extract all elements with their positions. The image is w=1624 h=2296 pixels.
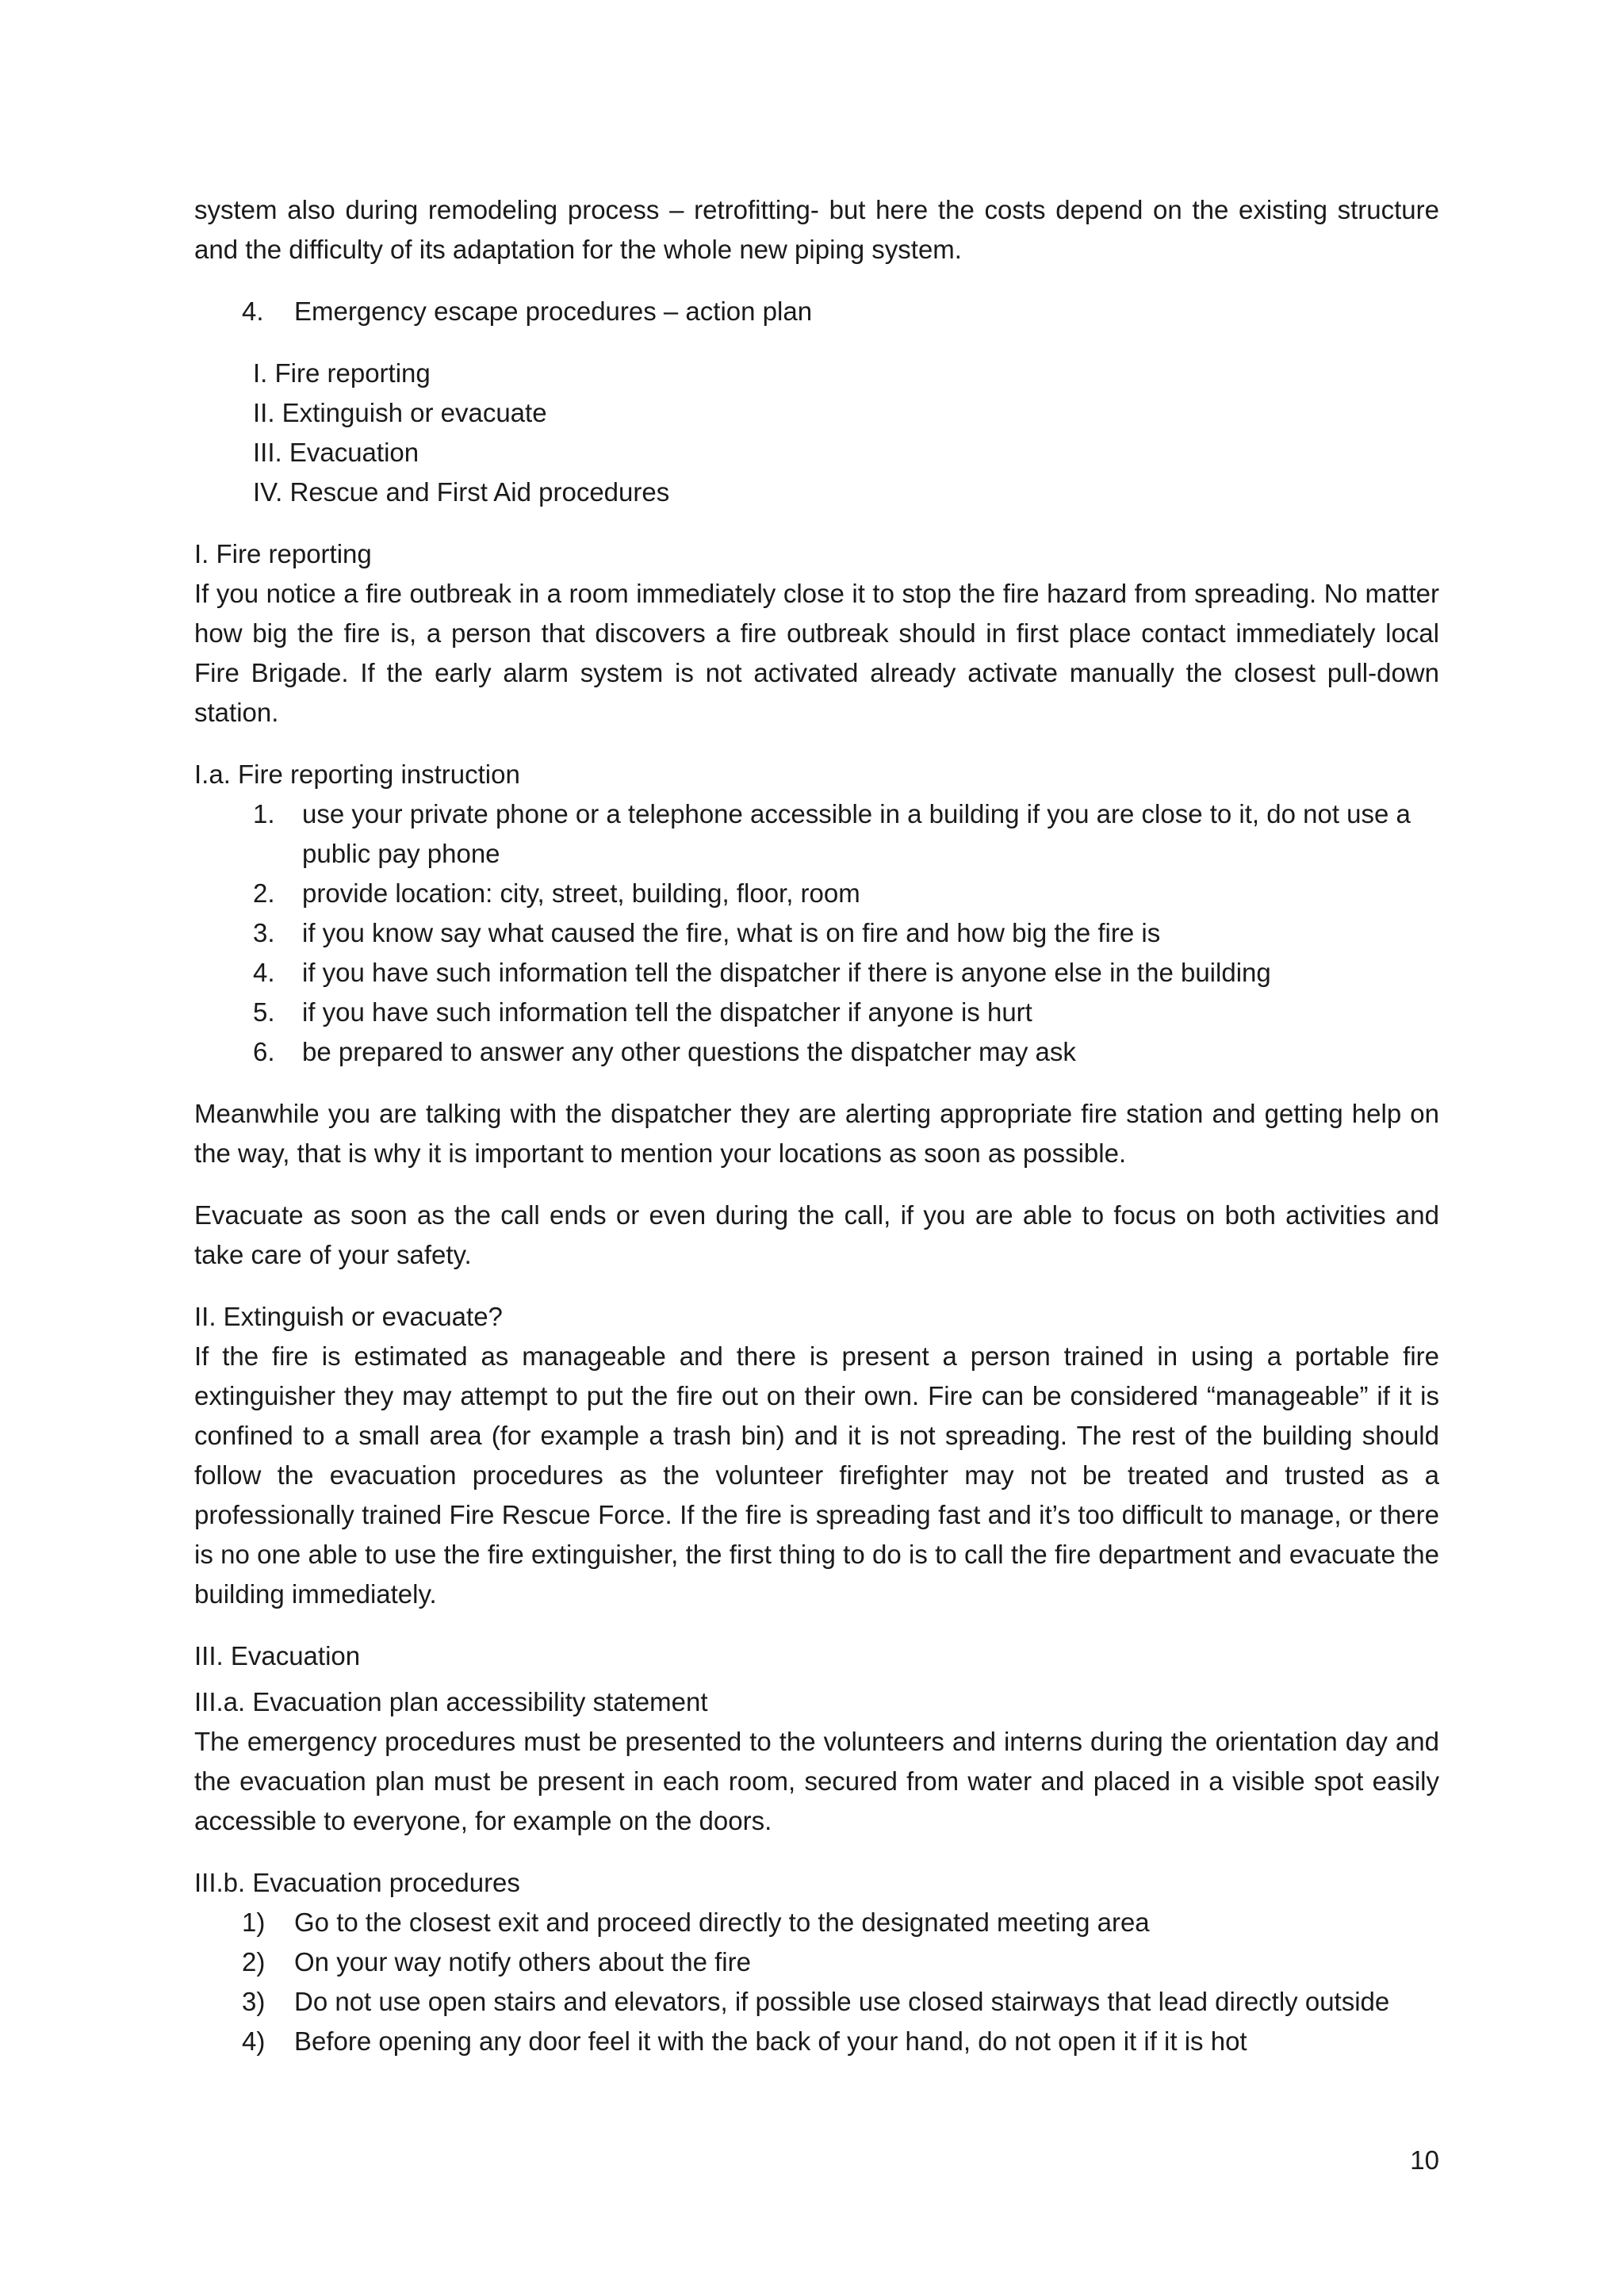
list-item: [253, 953, 1439, 993]
list-text: use your private phone or a telephone accessible in a building if you are close to it, do not use a public pay phone: [302, 799, 1411, 868]
evacuation-procedures-list: [242, 1903, 1439, 2061]
extinguish-body: If the fire is estimated as manageable and there is present a person trained in using a portable fire extinguisher they may attempt to put the fire out on their own. Fire can be considered “manageable” if it is confined to a small area (for example a trash bin) and it is not spreading. The rest of the building should follow the evacuation procedures as the volunteer firefighter may not be treated and trusted as a professionally trained Fire Rescue Force. If the fire is spreading fast and it’s too difficult to manage, or there is no one able to use the fire extinguisher, the first thing to do is to call the fire department and evacuate the building immediately.: [194, 1341, 1439, 1609]
list-item: [253, 874, 1439, 913]
list-text: if you have such information tell the dispatcher if there is anyone else in the building: [302, 958, 1271, 987]
evacuate-paragraph: Evacuate as soon as the call ends or even during the call, if you are able to focus on both activities and take care of your safety.: [194, 1200, 1439, 1269]
section-heading: [242, 292, 1439, 331]
list-text: On your way notify others about the fire: [294, 1947, 751, 1976]
outline-item: III. Evacuation: [253, 438, 419, 467]
evacuation-heading: III. Evacuation: [194, 1641, 361, 1670]
list-number: 4.: [253, 958, 275, 987]
list-text: provide location: city, street, building, floor, room: [302, 878, 860, 908]
list-number: 4): [242, 2026, 266, 2056]
list-item: [242, 1903, 1439, 1942]
list-text: be prepared to answer any other questions the dispatcher may ask: [302, 1037, 1076, 1066]
list-number: 2): [242, 1947, 266, 1976]
fire-reporting-instruction-list: [253, 794, 1439, 1072]
list-number: 1.: [253, 799, 275, 828]
list-text: Go to the closest exit and proceed directly to the designated meeting area: [294, 1908, 1150, 1937]
fire-reporting-instruction-heading: I.a. Fire reporting instruction: [194, 760, 520, 789]
page-number: 10: [1410, 2145, 1439, 2175]
dispatcher-paragraph: Meanwhile you are talking with the dispatcher they are alerting appropriate fire station and getting help on the way, that is why it is important to mention your locations as soon as possible.: [194, 1099, 1439, 1168]
evacuation-subheading: III.a. Evacuation plan accessibility statement: [194, 1687, 708, 1716]
outline-item: I. Fire reporting: [253, 358, 431, 388]
list-item: [253, 1032, 1439, 1072]
list-text: Do not use open stairs and elevators, if possible use closed stairways that lead directly outside: [294, 1987, 1390, 2016]
evacuation-body: The emergency procedures must be presented to the volunteers and interns during the orientation day and the evacuation plan must be present in each room, secured from water and placed in a visible spot easily accessible to everyone, for example on the doors.: [194, 1727, 1439, 1835]
list-number: 3.: [253, 918, 275, 947]
list-number: 2.: [253, 878, 275, 908]
outline-item: II. Extinguish or evacuate: [253, 398, 547, 427]
list-item: [242, 2022, 1439, 2061]
fire-reporting-body: If you notice a fire outbreak in a room immediately close it to stop the fire hazard from spreading. No matter how big the fire is, a person that discovers a fire outbreak should in first place contact immediately local Fire Brigade. If the early alarm system is not activated already activate manually the closest pull-down station.: [194, 579, 1439, 727]
list-text: if you have such information tell the dispatcher if anyone is hurt: [302, 997, 1032, 1027]
evacuation-procedures-heading: III.b. Evacuation procedures: [194, 1868, 520, 1897]
list-item: [253, 913, 1439, 953]
list-number: 3): [242, 1987, 266, 2016]
fire-reporting-heading: I. Fire reporting: [194, 539, 372, 568]
list-item: [242, 1982, 1439, 2022]
section-title: Emergency escape procedures – action plan: [294, 297, 813, 326]
list-text: Before opening any door feel it with the back of your hand, do not open it if it is hot: [294, 2026, 1247, 2056]
intro-paragraph: system also during remodeling process – retrofitting- but here the costs depend on the existing structure and the difficulty of its adaptation for the whole new piping system.: [194, 195, 1439, 264]
list-number: 6.: [253, 1037, 275, 1066]
section-number: 4.: [242, 297, 264, 326]
list-text: if you know say what caused the fire, what is on fire and how big the fire is: [302, 918, 1161, 947]
outline-item: IV. Rescue and First Aid procedures: [253, 477, 670, 507]
list-item: [253, 794, 1439, 874]
extinguish-heading: II. Extinguish or evacuate?: [194, 1302, 503, 1331]
list-number: 1): [242, 1908, 266, 1937]
list-number: 5.: [253, 997, 275, 1027]
list-item: [242, 1942, 1439, 1982]
list-item: [253, 993, 1439, 1032]
outline-list: [253, 354, 1439, 512]
document-page: [194, 190, 1439, 2061]
